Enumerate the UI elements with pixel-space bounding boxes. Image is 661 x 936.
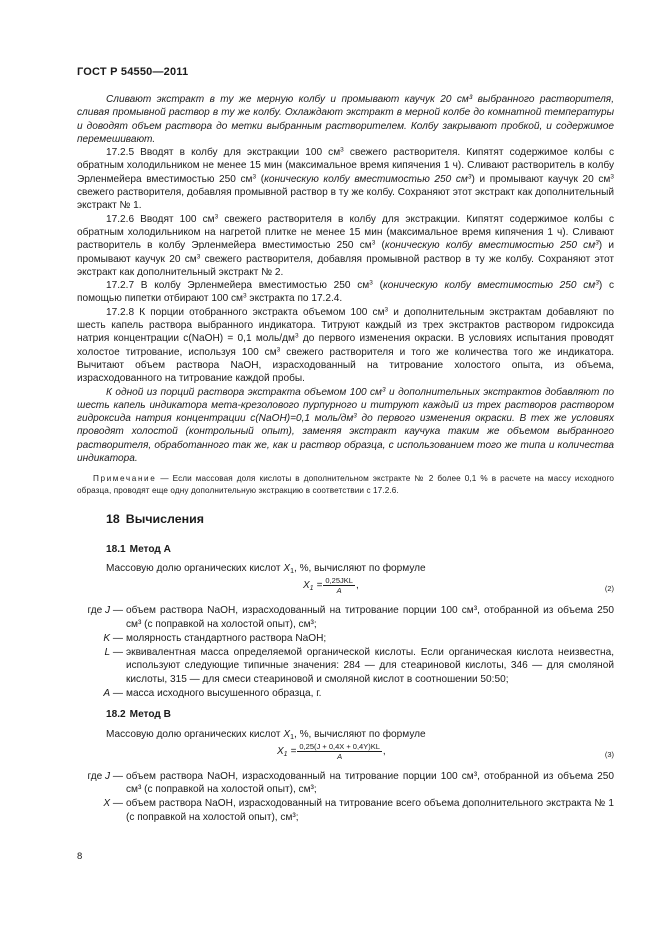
definition-item: A — масса исходного высушенного образца, г. — [103, 687, 322, 699]
section-18-heading: 18 Вычисления — [106, 512, 204, 527]
paragraph-17-2-7: 17.2.7 В колбу Эрленмейера вместимостью 250 $см^3$ (коническую колбу вместимостью 250 $см^3$) с помощью пипетки отбирают 100 $см^3$ экстракта по 17.2.4. — [77, 279, 615, 305]
definitions-18-1 — [77, 604, 614, 700]
formula-2-number: (2) — [604, 584, 614, 594]
paragraph-indicator-titration: К одной из порций раствора экстракта объемом 100 $см^3$ и дополнительных экстрактов добавляют по шесть капель индикатора мета-крезолового пурпурного и титруют каждый из трех растворов раствором гидроксида натрия концентрации c(NaOH)=0,1 моль/$дм^3$ до первого изменения окраски. В тех же условиях проводят холостой (контрольный опыт), заменяя экстракт каучука таким же объемом выбранного растворителя, обработанного так же, как и раствор образца, с использованием того же типа и количества индикатора. — [77, 386, 614, 465]
definition-item: где J — объем раствора NaOH, израсходованный на титрование порции 100 см³, отобранной из объема 250 см³ (с поправкой на холостой опыт), см³; — [87, 770, 614, 796]
paragraph-extract-rinse: Сливают экстракт в ту же мерную колбу и промывают каучук 20 см³ выбранного растворителя, сливая промывной раствор в ту же колбу. Охлаждают экстракт в мерной колбе до комнатной температуры и доводят объем раствора до метки выбранным растворителем. Колбу закрывают пробкой, и содержимое перемешивают. — [77, 94, 614, 145]
formula-3: $X_1$ = $\frac{0,25(J + 0,4X + 0,4Y)KL}{A}$ , (3) — [277, 741, 614, 761]
paragraph-17-2-8: 17.2.8 К порции отобранного экстракта объемом 100 $см^3$ и дополнительным экстрактам добавляют по шесть капель раствора выбранного индикатора. Титруют каждый из трех экстрактов раствором гидроксида натрия концентрации c(NaOH) = 0,1 моль/$дм^3$ до первого изменения окраски. В условиях испытания проводят холостое титрование, используя 100 $см^3$ свежего растворителя и того же количества того же индикатора. Вычитают объем раствора NaOH, израсходованный на титрование холостого опыта, из объема, израсходованного на титрование каждой пробы. — [77, 306, 615, 385]
page-number: 8 — [77, 851, 83, 862]
document-header: ГОСТ Р 54550—2011 — [77, 66, 189, 78]
formula-2: $X_1$ = $\frac{\text{0,25JKL}}{A}$ , (2) — [303, 576, 614, 596]
definition-item: X — объем раствора NaOH, израсходованный на титрование всего объема дополнительного экстракта № 1 (с поправкой на холостой опыт), см³; — [103, 798, 614, 823]
formula-2-fraction: $\frac{\text{0,25JKL}}{A}$ — [325, 576, 353, 596]
definition-item: где J — объем раствора NaOH, израсходованный на титрование порции 100 см³, отобранной из объема 250 см³ (с поправкой на холостой опыт), см³; — [87, 605, 614, 630]
formula-3-fraction: $\frac{0,25(J + 0,4X + 0,4Y)KL}{A}$ — [299, 741, 380, 761]
formula-3-number: (3) — [604, 749, 614, 759]
subsection-18-1-heading: 18.1 Метод А — [106, 543, 171, 555]
note-label: Примечание — [93, 474, 157, 484]
formula-lead-18-1: Массовую долю органических кислот $X_1$, %, вычисляют по формуле — [106, 562, 426, 575]
note-paragraph: Примечание — Если массовая доля кислоты в дополнительном экстракте № 2 более 0,1 % в расчете на массу исходного образца, проводят еще одну дополнительную экстракцию в соответствии с 17.2.6. — [77, 474, 614, 496]
subsection-18-2-heading: 18.2 Метод В — [106, 709, 171, 721]
paragraph-17-2-5: 17.2.5 Вводят в колбу для экстракции 100 $см^3$ свежего растворителя. Кипятят содержимое колбы с обратным холодильником не менее 15 мин (максимальное время кипячения 1 ч). Сливают растворитель в колбу Эрленмейера вместимостью 250 $см^3$ (коническую колбу вместимостью 250 $см^3$) и промывают каучук 20 $см^3$ свежего растворителя, добавляя промывной раствор в ту же колбу. Сохраняют этот экстракт как дополнительный экстракт № 1. — [77, 146, 614, 212]
document-body — [77, 93, 614, 824]
paragraph-17-2-6: 17.2.6 Вводят 100 $см^3$ свежего растворителя в колбу для экстракции. Кипятят содержимое колбы с обратным холодильником на нагретой плитке не менее 15 мин (максимальное время кипячения 1 ч). Сливают растворитель в колбу Эрленмейера вместимостью 250 $см^3$ (коническую колбу вместимостью 250 $см^3$) и промывают каучук 20 $см^3$ свежего растворителя, добавляя промывной раствор в ту же колбу. Сохраняют этот экстракт как дополнительный экстракт № 2. — [77, 213, 614, 278]
definitions-18-2 — [77, 770, 614, 824]
formula-lead-18-2: Массовую долю органических кислот $X_1$, %, вычисляют по формуле — [106, 728, 426, 741]
definition-item: L — эквивалентная масса определяемой органической кислоты. Если органическая кислота неизвестна, используют следующие типичные значения: 284 — для стеариновой кислоты, 346 — для смоляной кислоты, 315 — для смеси стеариновой и смоляной кислот в соотношении 50:50; — [104, 647, 614, 685]
definition-item: K — молярность стандартного раствора NaOH; — [103, 632, 327, 644]
